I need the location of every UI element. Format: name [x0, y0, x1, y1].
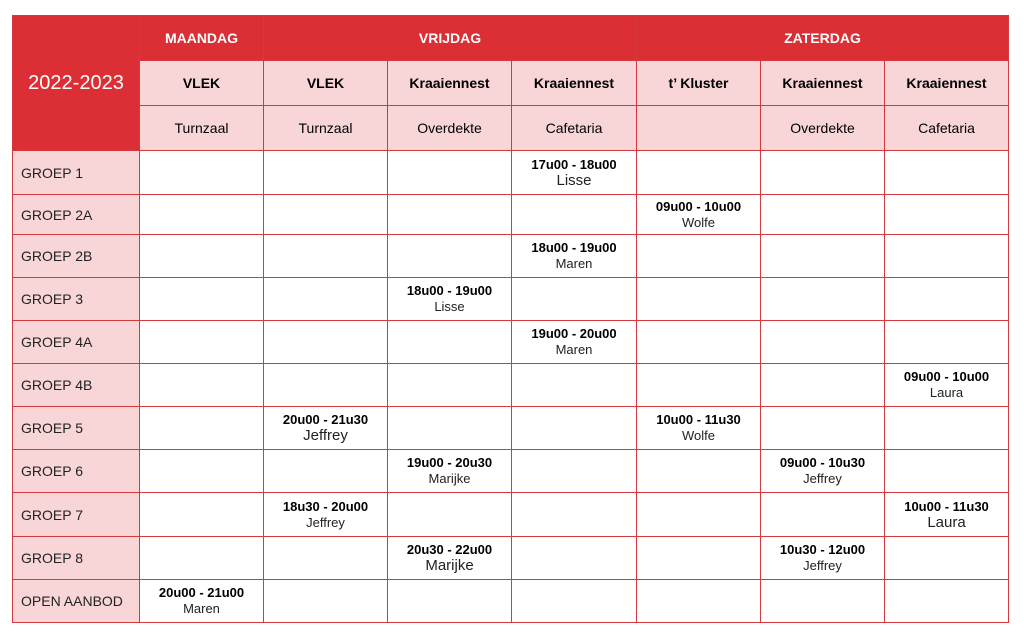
empty-cell: [512, 537, 637, 580]
empty-cell: [512, 450, 637, 493]
empty-cell: [512, 278, 637, 321]
schedule-row: [13, 151, 1009, 195]
schedule-slot: [761, 537, 885, 580]
empty-cell: [264, 364, 388, 407]
schedule-slot: [637, 407, 761, 450]
empty-cell: [388, 195, 512, 235]
day-header-zaterdag: ZATERDAG: [637, 16, 1009, 61]
empty-cell: [512, 364, 637, 407]
empty-cell: [637, 537, 761, 580]
empty-cell: [885, 151, 1009, 195]
slot-time: 18u00 - 19u00: [531, 240, 617, 255]
empty-cell: [264, 235, 388, 278]
room-row: [13, 106, 1009, 151]
schedule-slot: [264, 407, 388, 450]
empty-cell: [637, 580, 761, 623]
empty-cell: [512, 407, 637, 450]
schedule-slot: [512, 235, 637, 278]
slot-time: 09u00 - 10u30: [779, 455, 866, 470]
slot-person: Jeffrey: [303, 427, 348, 444]
empty-cell: [140, 537, 264, 580]
room-label: Overdekte: [388, 106, 512, 151]
slot-time: 18u30 - 20u00: [282, 498, 369, 514]
slot-time: 17u00 - 18u00: [531, 156, 617, 172]
slot-time: 10u30 - 12u00: [779, 542, 866, 557]
schedule-slot: [761, 450, 885, 493]
slot-time: 18u00 - 19u00: [406, 283, 493, 298]
schedule-slot: [637, 195, 761, 235]
group-label: GROEP 6: [13, 450, 140, 493]
empty-cell: [140, 364, 264, 407]
schedule-row: [13, 235, 1009, 278]
slot-person: Wolfe: [682, 428, 715, 443]
venue-label: Kraaiennest: [761, 61, 885, 106]
slot-time: 09u00 - 10u00: [903, 369, 990, 384]
slot-person: Laura: [929, 385, 964, 400]
empty-cell: [264, 537, 388, 580]
empty-cell: [512, 580, 637, 623]
schedule-slot: [388, 450, 512, 493]
slot-time: 20u30 - 22u00: [406, 542, 493, 557]
empty-cell: [140, 151, 264, 195]
empty-cell: [761, 151, 885, 195]
empty-cell: [264, 278, 388, 321]
schedule-slot: [885, 493, 1009, 537]
empty-cell: [264, 450, 388, 493]
slot-person: Marijke: [425, 557, 474, 574]
empty-cell: [761, 235, 885, 278]
slot-time: 19u00 - 20u00: [531, 326, 617, 341]
schedule-slot: [388, 278, 512, 321]
empty-cell: [512, 493, 637, 537]
empty-cell: [388, 580, 512, 623]
room-label: Turnzaal: [264, 106, 388, 151]
empty-cell: [140, 450, 264, 493]
empty-cell: [637, 493, 761, 537]
venue-label: t’ Kluster: [637, 61, 761, 106]
slot-time: 20u00 - 21u00: [158, 585, 245, 600]
empty-cell: [264, 151, 388, 195]
empty-cell: [761, 195, 885, 235]
room-label: Cafetaria: [512, 106, 637, 151]
venue-label: Kraaiennest: [388, 61, 512, 106]
schedule-row: [13, 364, 1009, 407]
empty-cell: [885, 450, 1009, 493]
empty-cell: [140, 278, 264, 321]
empty-cell: [885, 235, 1009, 278]
group-label: GROEP 7: [13, 493, 140, 537]
empty-cell: [140, 493, 264, 537]
empty-cell: [761, 364, 885, 407]
group-label: GROEP 1: [13, 151, 140, 195]
empty-cell: [761, 407, 885, 450]
room-label: Cafetaria: [885, 106, 1009, 151]
slot-person: Lisse: [556, 171, 592, 189]
empty-cell: [637, 321, 761, 364]
schedule-slot: [264, 493, 388, 537]
venue-label: VLEK: [264, 61, 388, 106]
empty-cell: [388, 407, 512, 450]
schedule-row: [13, 493, 1009, 537]
empty-cell: [388, 364, 512, 407]
empty-cell: [761, 321, 885, 364]
slot-person: Maren: [555, 256, 593, 271]
slot-person: Lisse: [434, 299, 465, 314]
schedule-container: [12, 15, 1009, 623]
slot-person: Laura: [927, 513, 966, 531]
empty-cell: [512, 195, 637, 235]
slot-person: Jeffrey: [803, 471, 842, 486]
venue-label: Kraaiennest: [512, 61, 637, 106]
empty-cell: [637, 278, 761, 321]
empty-cell: [140, 407, 264, 450]
slot-person: Jeffrey: [803, 558, 842, 573]
slot-time: 09u00 - 10u00: [655, 198, 742, 214]
empty-cell: [264, 195, 388, 235]
schedule-row: [13, 321, 1009, 364]
schedule-row: [13, 407, 1009, 450]
slot-person: Maren: [183, 601, 220, 616]
schedule-row: [13, 580, 1009, 623]
slot-time: 10u00 - 11u30: [904, 498, 989, 514]
schedule-row: [13, 450, 1009, 493]
schedule-row: [13, 195, 1009, 235]
schedule-body: [13, 151, 1009, 623]
empty-cell: [761, 493, 885, 537]
group-label: OPEN AANBOD: [13, 580, 140, 623]
empty-cell: [388, 235, 512, 278]
slot-time: 20u00 - 21u30: [282, 412, 369, 427]
schedule-slot: [512, 151, 637, 195]
day-header-row: [13, 16, 1009, 61]
day-header-maandag: MAANDAG: [140, 16, 264, 61]
group-label: GROEP 2B: [13, 235, 140, 278]
slot-time: 19u00 - 20u30: [406, 455, 493, 470]
venue-label: VLEK: [140, 61, 264, 106]
empty-cell: [885, 278, 1009, 321]
empty-cell: [885, 195, 1009, 235]
group-label: GROEP 5: [13, 407, 140, 450]
venue-label: Kraaiennest: [885, 61, 1009, 106]
empty-cell: [388, 151, 512, 195]
slot-person: Marijke: [428, 471, 471, 486]
schedule-row: [13, 537, 1009, 580]
room-label: Turnzaal: [140, 106, 264, 151]
empty-cell: [885, 580, 1009, 623]
group-label: GROEP 8: [13, 537, 140, 580]
slot-person: Maren: [555, 342, 593, 357]
schedule-slot: [885, 364, 1009, 407]
empty-cell: [761, 580, 885, 623]
schedule-row: [13, 278, 1009, 321]
year-label: 2022-2023: [13, 16, 140, 151]
empty-cell: [388, 493, 512, 537]
slot-time: 10u00 - 11u30: [656, 412, 741, 427]
empty-cell: [140, 321, 264, 364]
group-label: GROEP 3: [13, 278, 140, 321]
empty-cell: [140, 235, 264, 278]
empty-cell: [388, 321, 512, 364]
schedule-table: [12, 15, 1009, 623]
empty-cell: [264, 321, 388, 364]
empty-cell: [885, 407, 1009, 450]
empty-cell: [140, 195, 264, 235]
day-header-vrijdag: VRIJDAG: [264, 16, 637, 61]
slot-person: Wolfe: [682, 214, 715, 230]
empty-cell: [885, 537, 1009, 580]
schedule-slot: [388, 537, 512, 580]
group-label: GROEP 2A: [13, 195, 140, 235]
group-label: GROEP 4B: [13, 364, 140, 407]
empty-cell: [637, 151, 761, 195]
schedule-slot: [140, 580, 264, 623]
empty-cell: [637, 235, 761, 278]
empty-cell: [761, 278, 885, 321]
empty-cell: [637, 450, 761, 493]
empty-cell: [264, 580, 388, 623]
room-label: Overdekte: [761, 106, 885, 151]
venue-row: [13, 61, 1009, 106]
slot-person: Jeffrey: [306, 514, 345, 530]
empty-cell: [637, 364, 761, 407]
empty-cell: [885, 321, 1009, 364]
group-label: GROEP 4A: [13, 321, 140, 364]
schedule-slot: [512, 321, 637, 364]
room-label: [637, 106, 761, 151]
